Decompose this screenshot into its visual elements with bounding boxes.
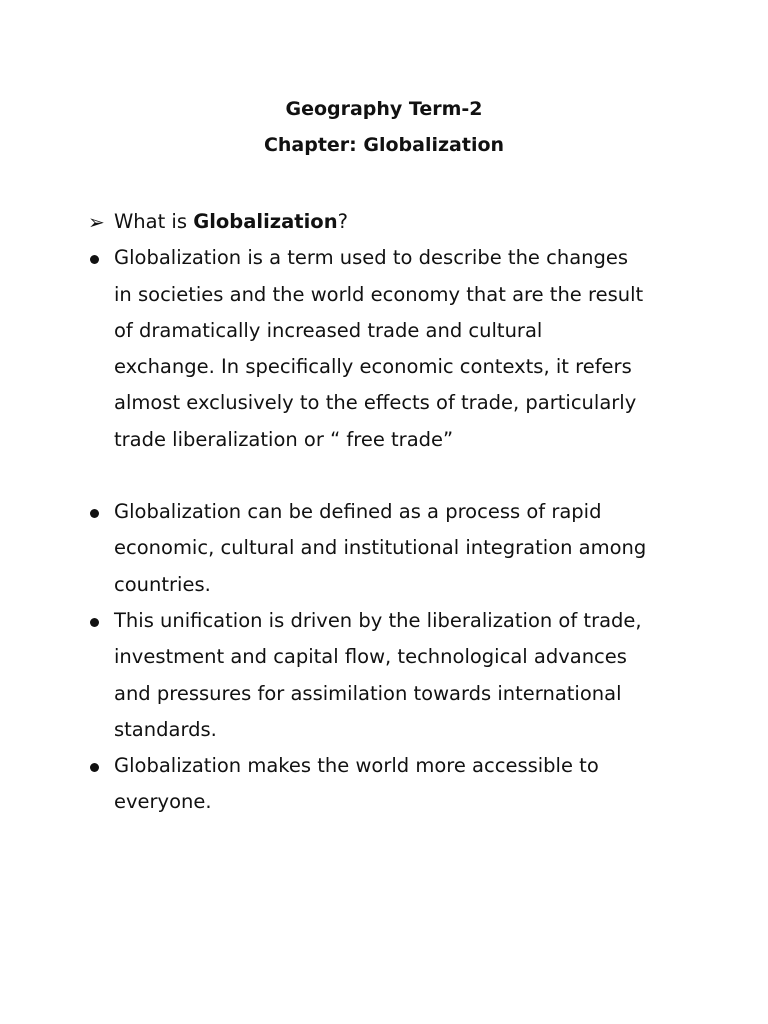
bullet-line: investment and capital flow, technological advances	[114, 645, 627, 669]
bullet-line: everyone.	[114, 790, 212, 814]
bullet-line: economic, cultural and institutional integration among	[114, 536, 647, 560]
bullet-dot-icon	[90, 618, 99, 627]
question-heading	[88, 204, 688, 240]
document-title: Geography Term-2	[285, 98, 483, 120]
bullet-item	[88, 494, 688, 603]
bullet-line: exchange. In specifically economic contexts, it refers	[114, 355, 632, 379]
bullet-dot-icon	[90, 255, 99, 264]
arrow-bullet-icon: ➢	[88, 210, 105, 234]
question-suffix: ?	[337, 210, 348, 233]
bullet-line: Globalization can be defined as a process of rapid	[114, 500, 602, 524]
bullet-dot-icon	[90, 509, 99, 518]
bullet-line: trade liberalization or “ free trade”	[114, 427, 454, 451]
bullet-line: countries.	[114, 572, 211, 596]
bullet-item	[88, 240, 688, 458]
bullet-line: Globalization makes the world more accessible to	[114, 754, 599, 778]
document-body	[88, 204, 688, 821]
paragraph-spacer	[88, 458, 688, 494]
bullet-line: standards.	[114, 717, 217, 741]
bullet-line: This unification is driven by the liberalization of trade,	[114, 608, 642, 632]
bullet-line: in societies and the world economy that are the result	[114, 282, 644, 306]
chapter-title: Chapter: Globalization	[263, 134, 505, 156]
bullet-item	[88, 748, 688, 821]
bullet-dot-icon	[90, 763, 99, 772]
question-keyword: Globalization	[193, 210, 338, 233]
question-prefix: What is	[114, 210, 194, 233]
bullet-line: and pressures for assimilation towards international	[114, 681, 622, 705]
bullet-line: of dramatically increased trade and cultural	[114, 318, 543, 342]
bullet-line: Globalization is a term used to describe the changes	[114, 246, 629, 270]
bullet-item	[88, 603, 688, 748]
bullet-line: almost exclusively to the effects of trade, particularly	[114, 391, 637, 415]
